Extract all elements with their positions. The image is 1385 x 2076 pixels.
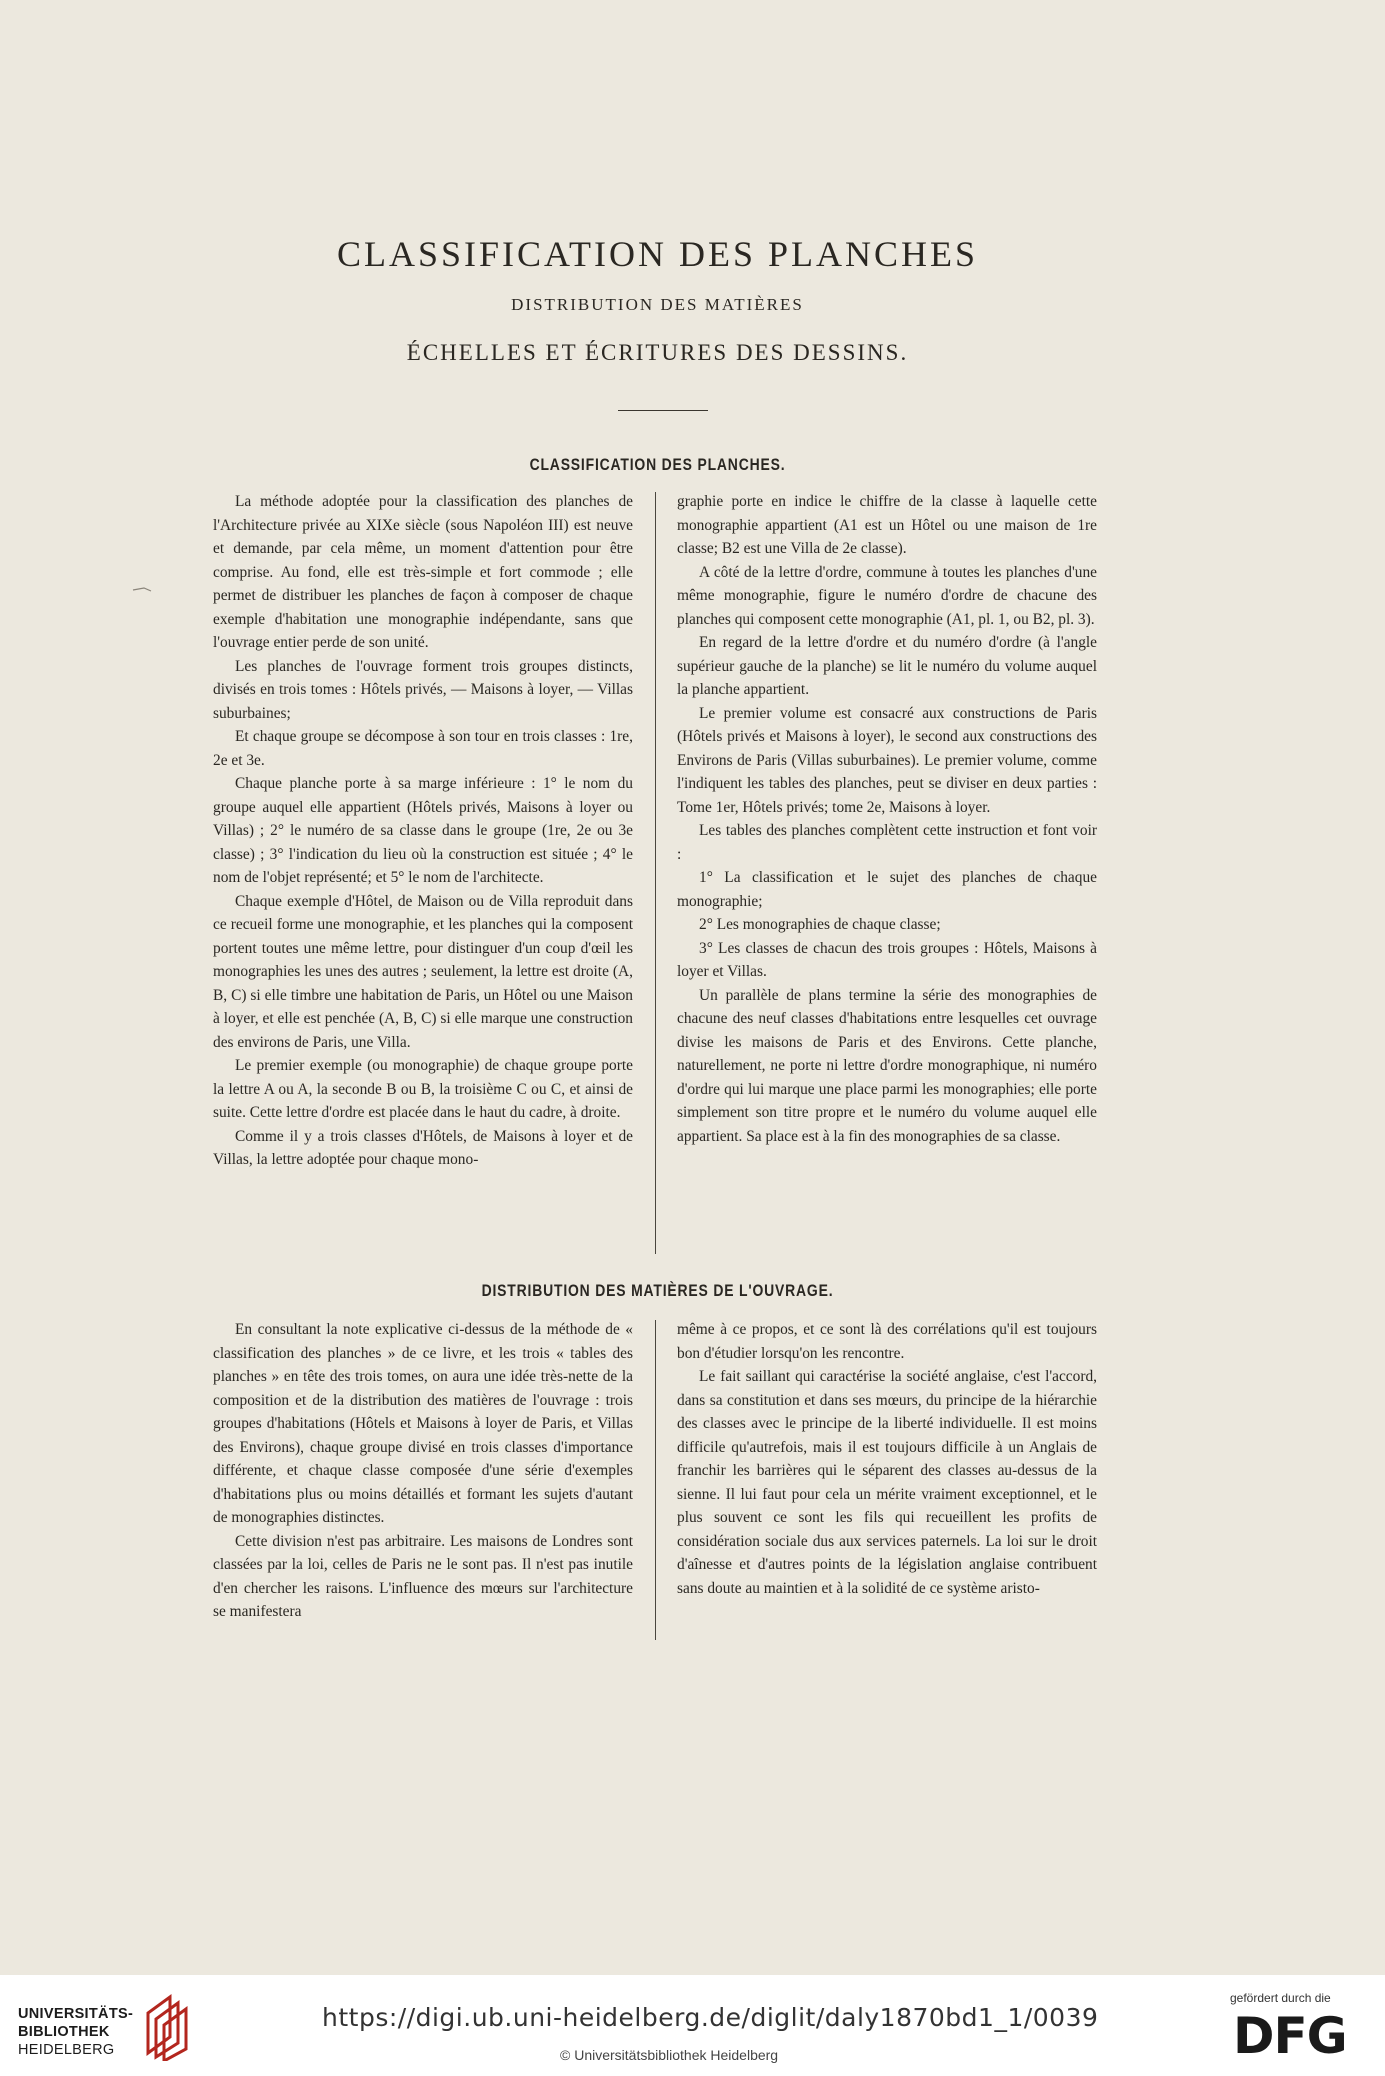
- dfg-logo[interactable]: DFG: [1233, 2007, 1347, 2065]
- paragraph: Un parallèle de plans termine la série des monographies de chacune des neuf classes d'habitations entre lesquelles cet ouvrage divise les maisons de Paris et des Environs. Cette planche, naturellement, ne porte ni lettre d'ordre monographique, ni numéro d'ordre qui lui marque une place parmi les monographies; elle porte simplement son titre propre et le numéro du volume auquel elle appartient. Sa place est à la fin des monographies de sa classe.: [677, 986, 1097, 1145]
- paragraph: Et chaque groupe se décompose à son tour en trois classes : 1re, 2e et 3e.: [213, 728, 633, 769]
- subtitle-echelles: ÉCHELLES ET ÉCRITURES DES DESSINS.: [406, 340, 909, 365]
- margin-mark-icon: [132, 585, 152, 593]
- library-name[interactable]: UNIVERSITÄTS- BIBLIOTHEK HEIDELBERG: [18, 2006, 134, 2058]
- permalink-url[interactable]: https://digi.ub.uni-heidelberg.de/diglit/daly1870bd1_1/0039: [322, 2003, 1099, 2032]
- viewer-footer: [0, 1975, 1385, 2076]
- section2-right-column: [677, 1318, 1097, 1600]
- section-heading-classification: CLASSIFICATION DES PLANCHES.: [529, 455, 786, 474]
- section2-left-column: [213, 1318, 633, 1624]
- page-title: CLASSIFICATION DES PLANCHES: [336, 234, 979, 274]
- paragraph: 2° Les monographies de chaque classe;: [699, 916, 941, 933]
- paragraph: Le premier volume est consacré aux constructions de Paris (Hôtels privés et Maisons à loyer), le second aux constructions des Environs de Paris (Villas suburbaines). Le premier volume, comme l'indiquent les tables des planches, peut se diviser en deux parties : Tome 1er, Hôtels privés; tome 2e, Maisons à loyer.: [677, 704, 1097, 816]
- column-divider: [655, 1320, 656, 1640]
- title-divider: [618, 410, 708, 411]
- paragraph: Comme il y a trois classes d'Hôtels, de Maisons à loyer et de Villas, la lettre adoptée pour chaque mono-: [213, 1127, 633, 1168]
- paragraph: Les tables des planches complètent cette instruction et font voir :: [677, 822, 1097, 863]
- paragraph: Chaque exemple d'Hôtel, de Maison ou de Villa reproduit dans ce recueil forme une monographie, et les planches qui la composent portent toutes une même lettre, pour distinguer d'un coup d'œil les monographies les unes des autres ; seulement, la lettre est droite (A, B, C) si elle timbre une habitation de Paris, un Hôtel ou une Maison à loyer, et elle est penchée (A, B, C) si elle marque une construction des environs de Paris, une Villa.: [213, 892, 633, 1051]
- paragraph: Le fait saillant qui caractérise la société anglaise, c'est l'accord, dans sa constitution et dans ses mœurs, du principe de la hiérarchie des classes avec le principe de la liberté individuelle. Il est moins difficile qu'autrefois, mais il est toujours difficile à un Anglais de franchir les barrières qui le séparent des classes au-dessus de la sienne. Il lui faut pour cela un mérite vraiment exceptionnel, et le plus souvent ce sont les fils qui recueillent les profits de considération sociale dus aux services paternels. La loi sur le droit d'aînesse et d'autres points de la législation anglaise contribuent sans doute au maintien et à la solidité de ce système aristo-: [677, 1368, 1097, 1597]
- paragraph: Chaque planche porte à sa marge inférieure : 1° le nom du groupe auquel elle appartient (Hôtels privés, Maisons à loyer ou Villas) ; 2° le numéro de sa classe dans le groupe (1re, 2e ou 3e classe) ; 3° l'indication du lieu où la construction est située ; 4° le nom de l'objet représenté; et 5° le nom de l'architecte.: [213, 775, 633, 886]
- paragraph: Les planches de l'ouvrage forment trois groupes distincts, divisés en trois tomes : Hôtels privés, — Maisons à loyer, — Villas suburbaines;: [213, 657, 633, 722]
- paragraph: En regard de la lettre d'ordre et du numéro d'ordre (à l'angle supérieur gauche de la planche) se lit le numéro du volume auquel la planche appartient.: [677, 634, 1097, 698]
- paragraph: 3° Les classes de chacun des trois groupes : Hôtels, Maisons à loyer et Villas.: [677, 939, 1097, 980]
- paragraph: Le premier exemple (ou monographie) de chaque groupe porte la lettre A ou A, la seconde B ou B, la troisième C ou C, et ainsi de suite. Cette lettre d'ordre est placée dans le haut du cadre, à droite.: [213, 1057, 633, 1121]
- paragraph: graphie porte en indice le chiffre de la classe à laquelle cette monographie appartient (A1 est un Hôtel ou une maison de 1re classe; B2 est une Villa de 2e classe).: [677, 493, 1097, 557]
- subtitle-distribution: DISTRIBUTION DES MATIÈRES: [511, 295, 804, 314]
- funder-label: gefördert durch die: [1230, 1991, 1331, 2005]
- column-divider: [655, 492, 656, 1254]
- library-logo-icon[interactable]: [140, 1991, 190, 2061]
- paragraph: En consultant la note explicative ci-dessus de la méthode de « classification des planches » de ce livre, et les trois « tables des planches » en tête des trois tomes, on aura une idée très-nette de la composition et de la distribution des matières de l'ouvrage : trois groupes d'habitations (Hôtels et Maisons à loyer de Paris, et Villas des Environs), chaque groupe divisé en trois classes d'importance différente, et chaque classe composée d'une série d'exemples d'habitations plus ou moins détaillés et formant les sujets d'autant de monographies distinctes.: [213, 1321, 633, 1526]
- paragraph: A côté de la lettre d'ordre, commune à toutes les planches d'une même monographie, figure le numéro d'ordre de chacune des planches qui composent cette monographie (A1, pl. 1, ou B2, pl. 3).: [677, 563, 1097, 628]
- paragraph: 1° La classification et le sujet des planches de chaque monographie;: [677, 869, 1097, 910]
- paragraph: La méthode adoptée pour la classification des planches de l'Architecture privée au XIXe siècle (sous Napoléon III) est neuve et demande, par cela même, un moment d'attention pour être comprise. Au fond, elle est très-simple et fort commode ; elle permet de distribuer les planches de façon à composer de chaque exemple d'habitation une monographie indépendante, sans que l'ouvrage entier perde de son unité.: [213, 493, 633, 651]
- paragraph: Cette division n'est pas arbitraire. Les maisons de Londres sont classées par la loi, celles de Paris ne le sont pas. Il n'est pas inutile d'en chercher les raisons. L'influence des mœurs sur l'architecture se manifestera: [213, 1532, 633, 1620]
- section1-right-column: [677, 490, 1097, 1148]
- paragraph: même à ce propos, et ce sont là des corrélations qu'il est toujours bon d'étudier lorsqu'on les rencontre.: [677, 1321, 1097, 1362]
- section-heading-distribution: DISTRIBUTION DES MATIÈRES DE L'OUVRAGE.: [481, 1281, 834, 1300]
- section1-left-column: [213, 490, 633, 1172]
- copyright-notice: © Universitätsbibliothek Heidelberg: [560, 2047, 779, 2063]
